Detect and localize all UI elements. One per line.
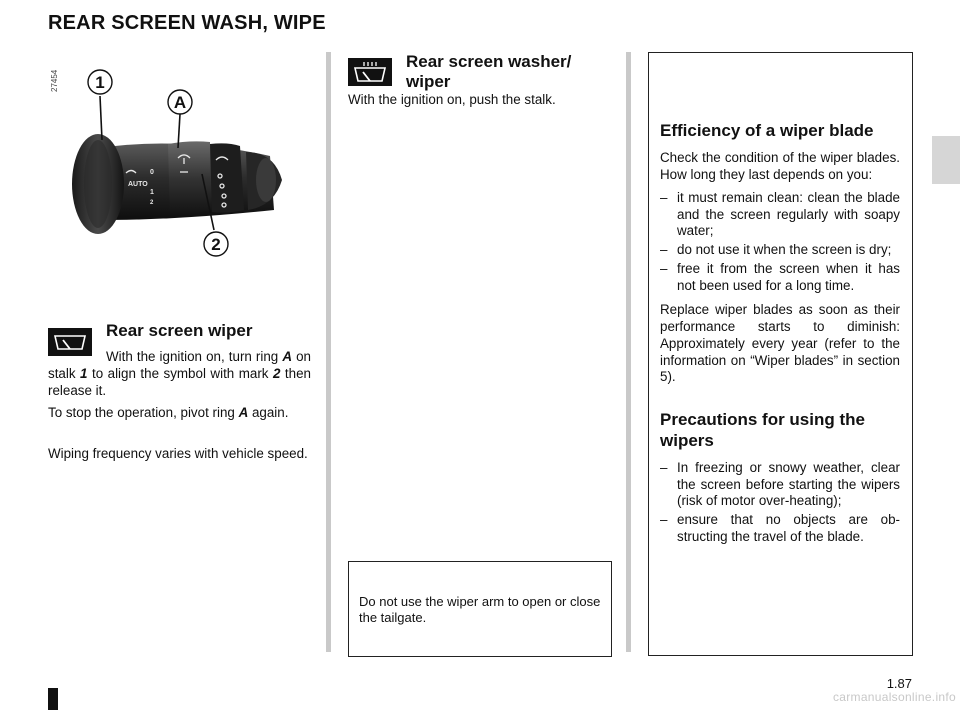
list-item: – it must remain clean: clean the blade and the screen regularly with soapy water; xyxy=(660,190,900,240)
stalk-label-two: 2 xyxy=(150,200,154,206)
stalk-label-auto: AUTO xyxy=(128,181,148,188)
rear-washer-instructions: With the ignition on, push the stalk. xyxy=(348,92,556,107)
efficiency-intro: Check the condition of the wiper blades. How long they last depends on you: xyxy=(660,150,900,183)
wiping-frequency-note: Wiping frequency varies with vehicle speed. xyxy=(48,446,308,461)
list-item: – do not use it when the screen is dry; xyxy=(660,242,900,259)
rear-wiper-stop-instructions: To stop the operation, pivot ring A again. xyxy=(48,405,289,420)
rear-washer-symbol xyxy=(352,61,388,83)
precautions-list xyxy=(660,460,900,546)
column-divider-right xyxy=(626,52,631,652)
page-number: 1.87 xyxy=(886,676,912,691)
replace-blades-text: Replace wiper blades as soon as their performance starts to diminish: Approximately every year (refer to the information on “Wiper blades” in section 5). xyxy=(660,302,900,385)
rear-wiper-heading: Rear screen wiper xyxy=(106,321,253,340)
precautions-heading: Precautions for using the wipers xyxy=(660,410,865,450)
figure-id: 27454 xyxy=(50,69,59,92)
efficiency-heading: Efficiency of a wiper blade xyxy=(660,121,874,140)
callout-2: 2 xyxy=(211,235,221,254)
tailgate-warning-box xyxy=(348,561,612,657)
chapter-tab xyxy=(932,136,960,184)
list-item: – ensure that no objects are ob-structing the travel of the blade. xyxy=(660,512,900,546)
rear-washer-heading: Rear screen washer/ wiper xyxy=(406,52,572,92)
wiper-stalk-drawing xyxy=(60,60,320,260)
stalk-label-zero: 0 xyxy=(150,169,154,176)
list-item: – In freezing or snowy weather, clear the screen before starting the wipers (risk of motor over-heating); xyxy=(660,460,900,510)
efficiency-list xyxy=(660,190,900,295)
watermark: carmanualsonline.info xyxy=(832,690,956,704)
tailgate-warning-text: Do not use the wiper arm to open or close the tailgate. xyxy=(359,594,601,626)
page-title: REAR SCREEN WASH, WIPE xyxy=(48,12,326,34)
list-item: – free it from the screen when it has not been used for a long time. xyxy=(660,261,900,295)
wiper-advice-box xyxy=(648,52,913,656)
stalk-label-one: 1 xyxy=(150,189,154,196)
callout-a: A xyxy=(173,93,187,112)
wiper-stalk-illustration xyxy=(60,60,320,260)
rear-wiper-instructions: With the ignition on, turn ring A on stalk 1 to align the symbol with mark 2 then release it. xyxy=(48,349,311,398)
rear-washer-icon xyxy=(348,58,392,86)
callout-1: 1 xyxy=(95,73,105,92)
column-divider-left xyxy=(326,52,331,652)
corner-mark xyxy=(48,688,58,710)
